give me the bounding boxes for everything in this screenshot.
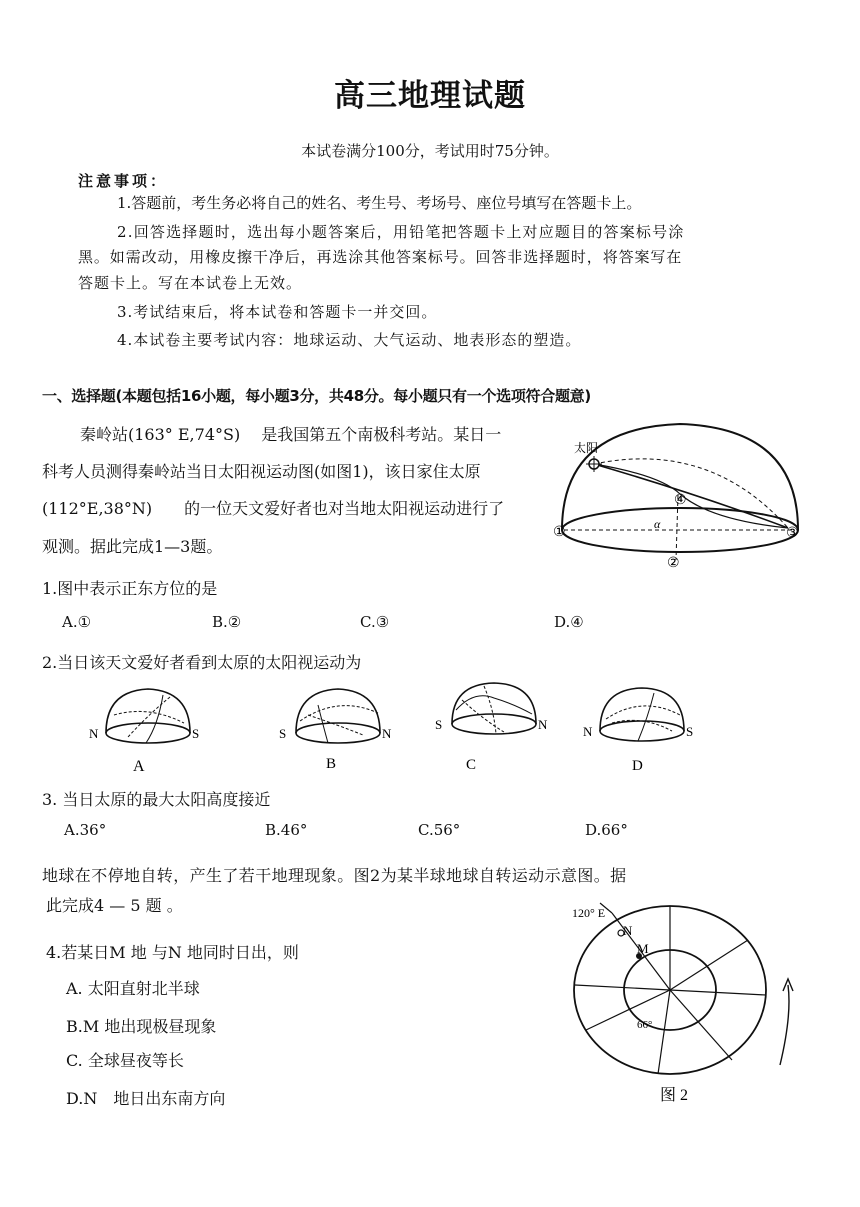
q3-option-a: A.36°	[64, 821, 107, 839]
page-title: 高三地理试题	[334, 78, 526, 114]
intro2-line-2: 此完成4 — 5 题 。	[46, 896, 183, 915]
notice-item-3: 3.考试结束后，将本试卷和答题卡一并交回。	[117, 303, 438, 321]
diagram-d-right: S	[686, 724, 694, 739]
q3-option-c: C.56°	[418, 821, 461, 839]
q4-option-b: B.M 地出现极昼现象	[66, 1017, 217, 1036]
intro1-line-1: 秦岭站(163° E,74°S) 是我国第五个南极科考站。某日一	[80, 425, 502, 444]
point-2-label: ②	[667, 556, 680, 571]
n-label: N	[623, 923, 633, 938]
figure-2-rotation	[560, 895, 810, 1105]
point-4-label: ④	[674, 493, 687, 508]
intro1-line-3: (112°E,38°N) 的一位天文爱好者也对当地太阳视运动进行了	[42, 499, 505, 518]
diagram-a-label: A	[133, 758, 145, 775]
angle-label: α	[654, 517, 661, 531]
q2-diagram-a	[88, 685, 208, 775]
q1-option-c: C.③	[360, 613, 390, 631]
latitude-label: 66°	[637, 1019, 653, 1031]
section-heading: 一、选择题(本题包括16小题，每小题3分，共48分。每小题只有一个选项符合题意)	[42, 387, 591, 405]
q4-option-c: C. 全球昼夜等长	[66, 1051, 184, 1070]
diagram-b-label: B	[326, 756, 337, 772]
m-label: M	[637, 941, 649, 956]
notice-item-1: 1.答题前，考生务必将自己的姓名、考生号、考场号、座位号填写在答题卡上。	[117, 194, 642, 212]
point-3-label: ③	[786, 526, 799, 541]
diagram-b-right: N	[382, 726, 392, 741]
q1-option-d: D.④	[554, 613, 584, 631]
q4-stem: 4.若某日M 地 与N 地同时日出，则	[46, 943, 299, 962]
exam-info: 本试卷满分100分，考试用时75分钟。	[301, 142, 559, 160]
point-1-label: ①	[553, 525, 566, 540]
intro2-line-1: 地球在不停地自转，产生了若干地理现象。图2为某半球地球自转运动示意图。据	[42, 866, 627, 885]
sun-label: 太阳	[574, 441, 599, 455]
notice-item-2-line-1: 2.回答选择题时，选出每小题答案后，用铅笔把答题卡上对应题目的答案标号涂	[117, 223, 685, 241]
diagram-c-label: C	[466, 757, 477, 770]
diagram-a-right: S	[192, 726, 200, 741]
q1-option-b: B.②	[212, 613, 242, 631]
rotation-arrow-icon	[780, 985, 789, 1065]
q4-option-d: D.N 地日出东南方向	[66, 1089, 226, 1108]
notice-heading: 注意事项：	[78, 172, 169, 190]
q3-stem: 3. 当日太原的最大太阳高度接近	[42, 790, 271, 809]
figure-2-caption: 图 2	[660, 1087, 689, 1104]
q1-stem: 1.图中表示正东方位的是	[42, 579, 218, 598]
diagram-c-left: S	[435, 717, 443, 732]
intro1-line-4: 观测。据此完成1—3题。	[42, 537, 223, 556]
q4-option-a: A. 太阳直射北半球	[66, 979, 200, 998]
q2-stem: 2.当日该天文爱好者看到太原的太阳视运动为	[42, 653, 362, 672]
notice-item-2-line-2: 黑。如需改动，用橡皮擦干净后，再选涂其他答案标号。回答非选择题时，将答案写在	[78, 248, 683, 266]
intro1-line-2: 科考人员测得秦岭站当日太阳视运动图(如图1)，该日家住太原	[42, 462, 481, 481]
diagram-d-label: D	[632, 758, 643, 774]
longitude-label: 120° E	[572, 906, 606, 920]
notice-item-2-line-3: 答题卡上。写在本试卷上无效。	[78, 274, 303, 292]
diagram-c-right: N	[538, 717, 548, 732]
q1-option-a: A.①	[62, 613, 92, 631]
figure-1-sun-path	[550, 420, 810, 575]
q3-option-b: B.46°	[265, 821, 308, 839]
q2-diagram-d	[582, 685, 702, 775]
notice-item-4: 4.本试卷主要考试内容：地球运动、大气运动、地表形态的塑造。	[117, 331, 582, 349]
diagram-a-left: N	[89, 726, 99, 741]
q3-option-d: D.66°	[585, 821, 628, 839]
q2-diagram-c	[434, 680, 554, 770]
diagram-b-left: S	[279, 726, 287, 741]
q2-diagram-b	[278, 685, 398, 775]
diagram-d-left: N	[583, 724, 593, 739]
